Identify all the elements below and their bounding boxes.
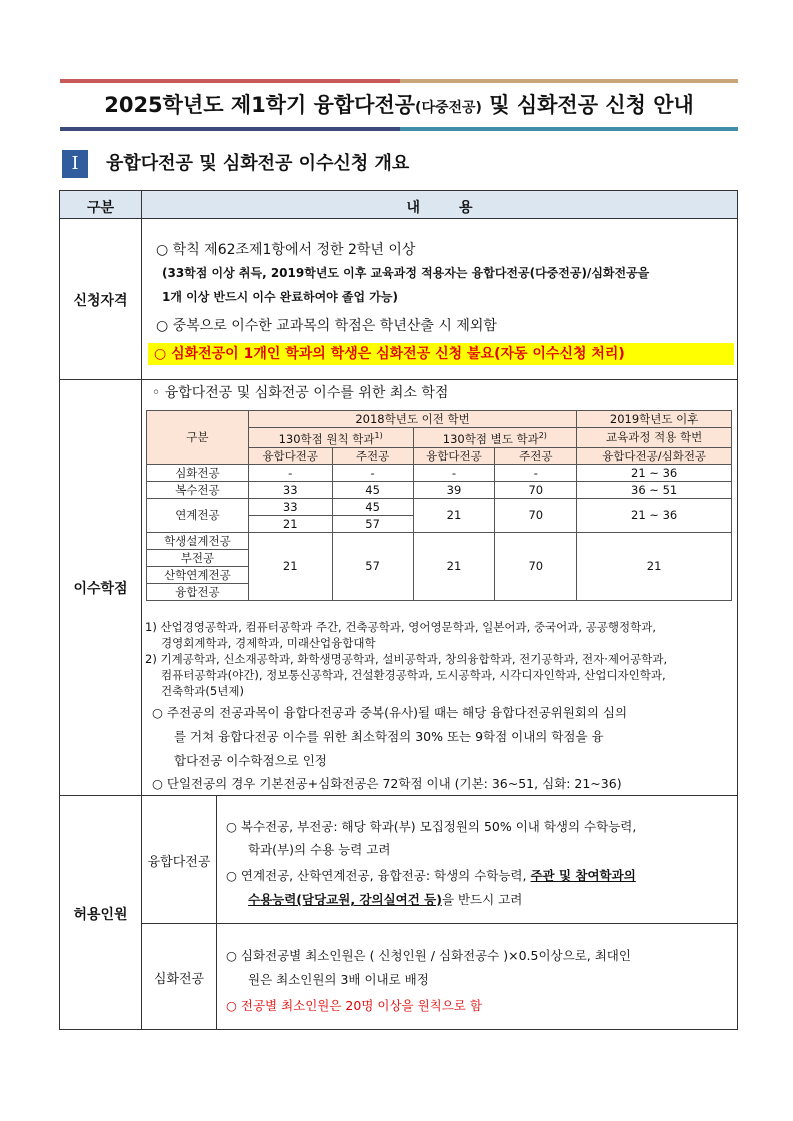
cell: 39	[413, 481, 495, 498]
credits-para-4: ○ 단일전공의 경우 기본전공+심화전공은 72학점 이내 (기본: 36~51, 심화: 21~36)	[152, 776, 622, 791]
cell: 산학연계전공	[147, 566, 249, 583]
th-2019a: 2019학년도 이후	[577, 411, 732, 428]
th-gubun: 구분	[147, 411, 249, 465]
th-130-separate: 130학점 별도 학과$^{2)}$	[413, 428, 577, 448]
th-col: 주전공	[332, 447, 413, 464]
cell: 33	[248, 498, 332, 515]
th-col: 융합다전공	[413, 447, 495, 464]
quota-b3: ○ 전공별 최소인원은 20명 이상을 원칙으로 함	[226, 998, 482, 1013]
section-number-badge: Ⅰ	[62, 150, 88, 178]
cell: 심화전공	[147, 464, 249, 481]
cell: 57	[332, 515, 413, 532]
th-2019b: 교육과정 적용 학번	[577, 428, 732, 448]
footnote-2b: 컴퓨터공학과(야간), 정보통신공학과, 건설환경공학과, 도시공학과, 시각디자인학과, 산업디자인학과,	[161, 668, 666, 682]
footnote-2c: 건축학과(5년제)	[161, 684, 244, 698]
cell: -	[413, 464, 495, 481]
cell: 57	[332, 532, 413, 600]
quota-label: 허용인원	[73, 907, 128, 923]
divider	[216, 795, 217, 1030]
cell: 21	[413, 532, 495, 600]
eligibility-line-4: ○ 중복으로 이수한 교과목의 학점은 학년산출 시 제외함	[156, 318, 497, 334]
table-row	[147, 464, 732, 481]
cell: 연계전공	[147, 498, 249, 532]
footnote-2a: 2) 기계공학과, 신소재공학과, 화학생명공학과, 설비공학과, 창의융합학과, 전기공학과, 전자·제어공학과,	[145, 652, 668, 666]
table-row	[147, 532, 732, 549]
quota-sub-convergence: 융합다전공	[147, 855, 211, 870]
eligibility-label: 신청자격	[73, 293, 128, 309]
cell: 21	[413, 498, 495, 532]
cell: -	[248, 464, 332, 481]
cell: 33	[248, 481, 332, 498]
quota-b2: 원은 최소인원의 3배 이내로 배정	[248, 972, 429, 987]
title-bar-top-right	[400, 79, 738, 83]
cell: 45	[332, 481, 413, 498]
th-col: 융합다전공	[248, 447, 332, 464]
cell: 부전공	[147, 549, 249, 566]
cell: 복수전공	[147, 481, 249, 498]
th-col: 주전공	[495, 447, 577, 464]
cell: 70	[495, 498, 577, 532]
eligibility-warning: ○ 심화전공이 1개인 학과의 학생은 심화전공 신청 불요(자동 이수신청 처리)	[148, 343, 734, 365]
cell: 학생설계전공	[147, 532, 249, 549]
credits-para-1: ○ 주전공의 전공과목이 융합다전공과 중복(유사)될 때는 해당 융합다전공위원회의 심의	[152, 705, 628, 720]
cell: 융합전공	[147, 583, 249, 600]
cell: 21	[577, 532, 732, 600]
quota-b1: ○ 심화전공별 최소인원은 ( 신청인원 / 심화전공수 )×0.5이상으로, 최대인	[226, 948, 631, 963]
table-row	[147, 498, 732, 515]
divider	[141, 190, 142, 1030]
title-bar-bottom-right	[400, 127, 738, 131]
cell: 21 ~ 36	[577, 498, 732, 532]
quota-a1: ○ 복수전공, 부전공: 해당 학과(부) 모집정원의 50% 이내 학생의 수학능력,	[226, 819, 637, 834]
cell: 70	[495, 481, 577, 498]
eligibility-line-2: (33학점 이상 취득, 2019학년도 이후 교육과정 적용자는 융합다전공(다중전공)/심화전공을	[162, 266, 650, 280]
divider	[141, 923, 738, 924]
eligibility-line-1: ○ 학칙 제62조제1항에서 정한 2학년 이상	[156, 242, 416, 258]
cell: -	[495, 464, 577, 481]
credits-intro: ◦ 융합다전공 및 심화전공 이수를 위한 최소 학점	[152, 385, 449, 401]
credits-label: 이수학점	[73, 581, 128, 597]
th-col: 융합다전공/심화전공	[577, 447, 732, 464]
credits-para-2: 를 거쳐 융합다전공 이수를 위한 최소학점의 30% 또는 9학점 이내의 학점을 융	[174, 729, 604, 744]
cell: 45	[332, 498, 413, 515]
quota-a2: 학과(부)의 수용 능력 고려	[248, 842, 391, 857]
quota-sub-advanced: 심화전공	[153, 972, 205, 987]
th-130-principle: 130학점 원칙 학과$^{1)}$	[248, 428, 413, 448]
footnote-1a: 1) 산업경영공학과, 컴퓨터공학과 주간, 건축공학과, 영어영문학과, 일본어과, 중국어과, 공공행정학과,	[145, 620, 656, 634]
cell: 21	[248, 515, 332, 532]
cell: 21 ~ 36	[577, 464, 732, 481]
cell: 70	[495, 532, 577, 600]
table-row	[147, 481, 732, 498]
quota-a3: ○ 연계전공, 산학연계전공, 융합전공: 학생의 수학능력, 주관 및 참여학과의	[226, 868, 636, 883]
divider	[59, 795, 738, 796]
quota-a4: 수용능력(담당교원, 강의실여건 등)을 반드시 고려	[248, 892, 523, 907]
footnote-1b: 경영회계학과, 경제학과, 미래산업융합대학	[161, 636, 376, 650]
page-title: 2025학년도 제1학기 융합다전공(다중전공) 및 심화전공 신청 안내	[104, 93, 694, 117]
credits-table	[146, 410, 732, 601]
divider	[59, 379, 738, 380]
header-content: 내 용	[406, 200, 473, 216]
th-2018: 2018학년도 이전 학번	[248, 411, 576, 428]
credits-para-3: 합다전공 이수학점으로 인정	[174, 753, 327, 768]
header-gubun: 구분	[86, 200, 115, 216]
section-title: 융합다전공 및 심화전공 이수신청 개요	[106, 153, 410, 174]
cell: -	[332, 464, 413, 481]
cell: 36 ~ 51	[577, 481, 732, 498]
eligibility-line-3: 1개 이상 반드시 이수 완료하여야 졸업 가능)	[162, 290, 398, 304]
cell: 21	[248, 532, 332, 600]
divider	[59, 218, 738, 219]
